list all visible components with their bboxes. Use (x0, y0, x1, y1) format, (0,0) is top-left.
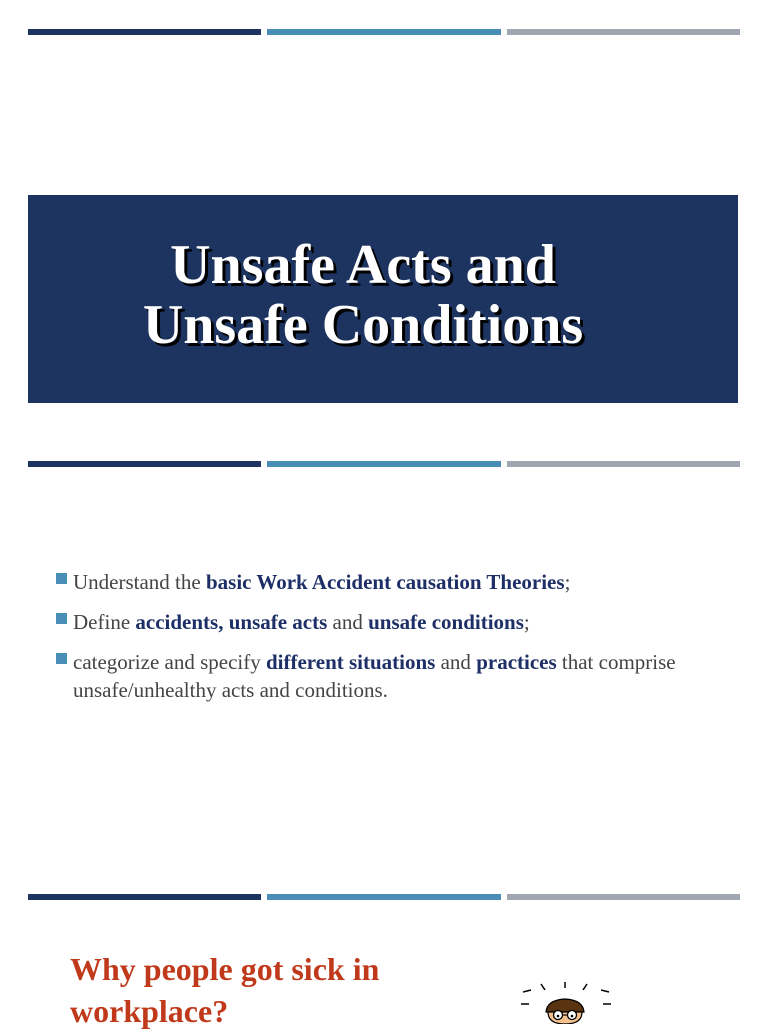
objectives-list (56, 568, 746, 716)
divider-segment-blue (267, 894, 500, 900)
objective-highlight: unsafe conditions (368, 610, 524, 634)
objective-text: Define (73, 610, 136, 634)
divider-segment-gray (507, 894, 740, 900)
bullet-square-icon (56, 653, 67, 664)
slide-title-line-2: Unsafe Conditions (142, 294, 584, 356)
objective-text: ; (523, 610, 530, 634)
divider-segment-blue (267, 461, 500, 467)
objective-text: that comprise unsafe/unhealthy acts and conditions. (73, 650, 676, 702)
objective-highlight: different situations (265, 650, 436, 674)
question-heading: Why people got sick in workplace? (70, 951, 380, 1029)
objective-item (56, 608, 746, 636)
divider-segment-gray (507, 461, 740, 467)
slide2-top-divider (28, 461, 740, 467)
bullet-square-icon (56, 573, 67, 584)
slide1-top-divider (28, 29, 740, 35)
objective-text: categorize and specify (73, 650, 266, 674)
slide3-top-divider (28, 894, 740, 900)
bullet-square-icon (56, 613, 67, 624)
objective-item (56, 648, 746, 704)
objective-highlight: basic Work Accident causation Theories (205, 570, 565, 594)
objective-text: and (327, 610, 369, 634)
divider-segment-navy (28, 461, 261, 467)
divider-segment-gray (507, 29, 740, 35)
slide-title-line-1: Unsafe Acts and (170, 234, 556, 296)
divider-segment-navy (28, 29, 261, 35)
objective-text: Understand the (73, 570, 206, 594)
divider-segment-navy (28, 894, 261, 900)
objective-text: ; (564, 570, 571, 594)
objective-highlight: accidents, unsafe acts (135, 610, 328, 634)
worried-person-icon (515, 982, 625, 1024)
title-banner (28, 195, 738, 403)
objective-item (56, 568, 746, 596)
objective-text: and (435, 650, 477, 674)
slide-title (28, 235, 698, 355)
objective-highlight: practices (476, 650, 557, 674)
divider-segment-blue (267, 29, 500, 35)
